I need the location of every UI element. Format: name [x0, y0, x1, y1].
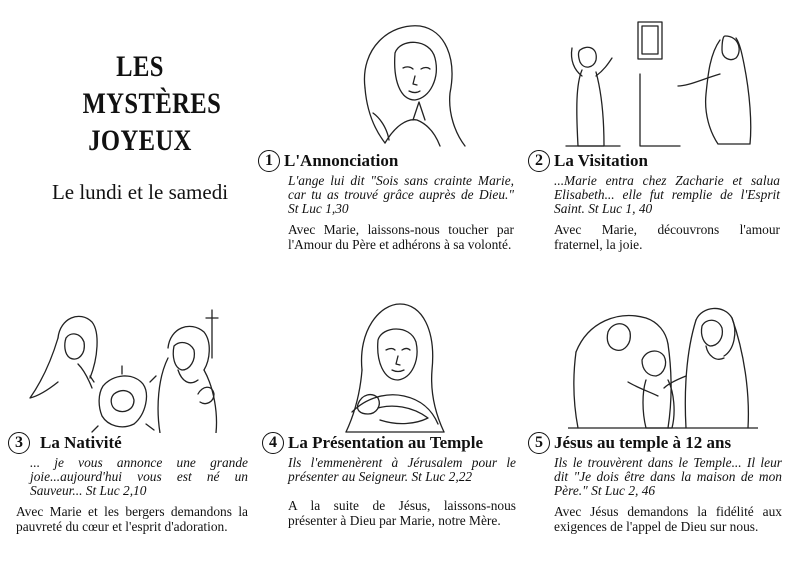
mystery-header — [258, 150, 514, 172]
mystery-header — [8, 432, 248, 454]
scripture-reference: St Luc 2,10 — [85, 483, 147, 498]
quote-text: Ils l'emmenèrent à Jérusalem pour le présenter au Seigneur. — [288, 455, 516, 484]
mary-holding-child-illustration — [332, 300, 460, 435]
jesus-in-temple-illustration — [568, 292, 758, 432]
page-title — [82, 48, 222, 159]
mystery-quote — [8, 456, 248, 498]
mystery-4 — [262, 432, 516, 528]
mystery-number-badge: 2 — [528, 150, 550, 172]
mystery-3 — [8, 432, 248, 534]
mystery-title: La Présentation au Temple — [288, 433, 484, 452]
mystery-reflection: Avec Marie, laissons-nous toucher par l'Amour du Père et adhérons à sa volonté. — [288, 222, 514, 252]
quote-text: L'ange lui dit "Sois sans crainte Marie, car tu as trouvé grâce auprès de Dieu." — [288, 173, 514, 202]
mystery-quote — [528, 456, 782, 498]
scripture-reference: St Luc 2, 46 — [591, 483, 656, 498]
quote-text: Ils le trouvèrent dans le Temple... Il leur dit "Je dois être dans la maison de mon Père." — [554, 455, 782, 498]
mystery-quote — [528, 174, 780, 216]
mary-visiting-elizabeth-illustration — [560, 14, 760, 154]
nativity-scene-illustration — [18, 298, 246, 433]
mystery-header — [528, 150, 780, 172]
mystery-reflection: A la suite de Jésus, laissons-nous présenter à Dieu par Marie, notre Mère. — [288, 498, 516, 528]
title-line: MYSTÈRES — [82, 87, 222, 120]
mystery-number-badge: 4 — [262, 432, 284, 454]
mystery-5 — [528, 432, 782, 534]
mystery-number-badge: 3 — [8, 432, 30, 454]
mystery-reflection: Avec Marie, découvrons l'amour fraternel, la joie. — [554, 222, 780, 252]
mystery-number-badge: 1 — [258, 150, 280, 172]
mystery-title: La Visitation — [554, 151, 648, 170]
scripture-reference: St Luc 2,22 — [411, 469, 473, 484]
mystery-title: La Nativité — [40, 433, 122, 452]
page-subtitle: Le lundi et le samedi — [51, 180, 229, 204]
mystery-header — [528, 432, 782, 454]
title-line: JOYEUX — [88, 124, 192, 157]
mystery-title: L'Annonciation — [284, 151, 399, 170]
quote-text: ... je vous annonce une grande joie...aujourd'hui vous est né un Sauveur... — [30, 455, 248, 498]
mystery-1 — [258, 150, 514, 252]
scripture-reference: St Luc 1, 40 — [588, 201, 653, 216]
title-line: LES — [116, 50, 164, 83]
quote-text: ...Marie entra chez Zacharie et salua Elisabeth... elle fut remplie de l'Esprit Saint. — [554, 173, 780, 216]
virgin-mary-praying-illustration — [345, 18, 470, 148]
mystery-reflection: Avec Marie et les bergers demandons la pauvreté du cœur et l'esprit d'adoration. — [16, 504, 248, 534]
mystery-title: Jésus au temple à 12 ans — [554, 433, 732, 452]
mystery-header — [262, 432, 516, 454]
mystery-reflection: Avec Jésus demandons la fidélité aux exigences de l'appel de Dieu sur nous. — [554, 504, 782, 534]
mystery-quote — [258, 174, 514, 216]
scripture-reference: St Luc 1,30 — [288, 201, 349, 216]
mystery-quote — [262, 456, 516, 484]
mystery-number-badge: 5 — [528, 432, 550, 454]
mystery-2 — [528, 150, 780, 252]
